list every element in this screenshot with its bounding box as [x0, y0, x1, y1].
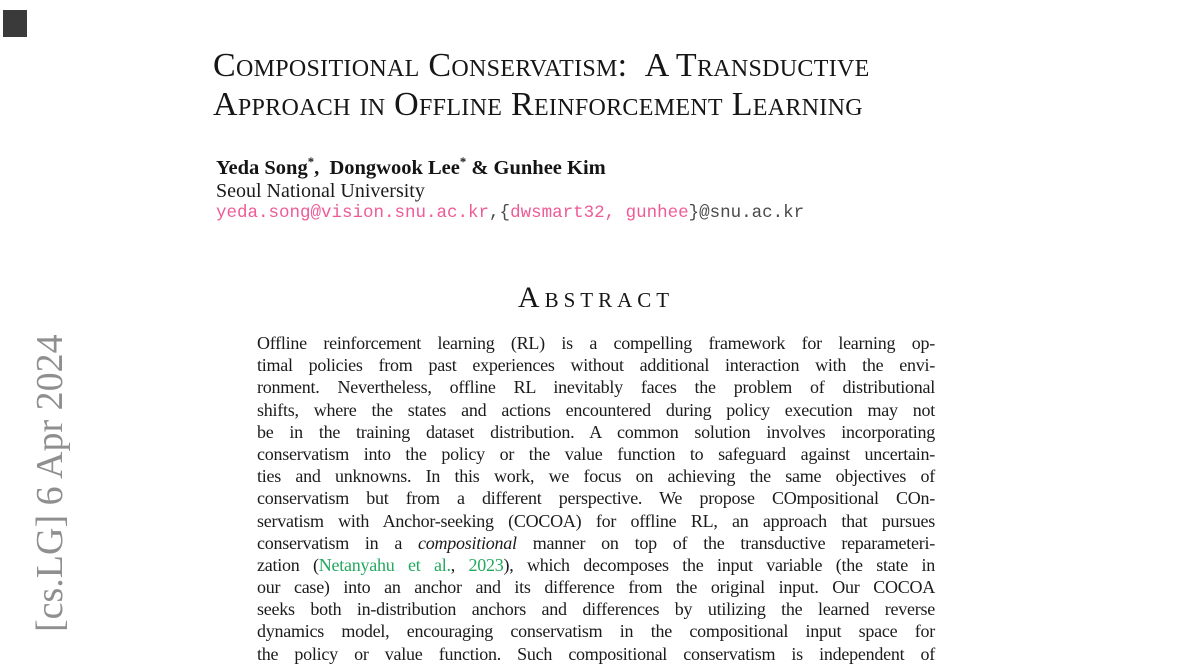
- abstract-line: [257, 421, 935, 443]
- email-link[interactable]: dwsmart32, gunhee: [510, 203, 689, 223]
- footnote-asterisk: *: [459, 155, 467, 170]
- arxiv-stamp: [cs.LG] 6 Apr 2024: [29, 334, 71, 632]
- text-segment: shifts, where the states and actions encountered during policy execution may not: [257, 399, 935, 420]
- paper-title-line1: Compositional Conservatism: A Transductive: [213, 47, 870, 84]
- footnote-asterisk: *: [307, 155, 315, 170]
- text-segment: zation (: [257, 554, 319, 575]
- abstract-line: [257, 554, 935, 576]
- text-segment: seeks both in-distribution anchors and differences by utilizing the learned reverse: [257, 599, 935, 620]
- text-segment: ), which decomposes the input variable (the state in: [503, 554, 936, 575]
- email-link[interactable]: yeda.song@vision.snu.ac.kr: [216, 203, 490, 223]
- citation-link[interactable]: Netanyahu et al.: [318, 554, 451, 575]
- text-segment: the policy or value function. Such compositional conservatism is independent of: [257, 643, 935, 664]
- text-segment: our case) into an anchor and its difference from the original input. Our COCOA: [257, 577, 935, 598]
- text-segment: ,: [450, 554, 469, 575]
- corner-mark: [3, 10, 27, 37]
- text-segment: Offline reinforcement learning (RL) is a compelling framework for learning op-: [257, 333, 935, 353]
- abstract-line: [257, 598, 935, 620]
- abstract-line: [257, 376, 935, 398]
- text-segment: ronment. Nevertheless, offline RL inevitably faces the problem of distributional: [257, 377, 935, 398]
- abstract-heading: Abstract: [517, 281, 675, 314]
- text-segment: ties and unknowns. In this work, we focus on achieving the same objectives of: [257, 466, 935, 487]
- text-segment: conservatism but from a different perspective. We propose COmpositional COn-: [257, 488, 935, 509]
- email-line[interactable]: [216, 203, 804, 223]
- abstract-line: [257, 532, 935, 554]
- abstract-line: [257, 576, 935, 598]
- text-segment: compositional: [418, 532, 517, 553]
- text-segment: manner on top of the transductive reparameteri-: [516, 532, 935, 553]
- text-segment: & Gunhee Kim: [466, 157, 606, 179]
- abstract-line: [257, 487, 935, 509]
- paper-title-line2: Approach in Offline Reinforcement Learning: [213, 85, 863, 123]
- abstract-line: [257, 643, 935, 665]
- text-segment: Yeda Song: [216, 157, 308, 179]
- abstract-line: [257, 354, 935, 376]
- text-segment: }@snu.ac.kr: [688, 203, 805, 223]
- affiliation: Seoul National University: [216, 180, 425, 202]
- abstract-line: [257, 620, 935, 642]
- text-segment: , Dongwook Lee: [314, 157, 460, 179]
- paper-title: [213, 47, 1053, 124]
- abstract-line: [257, 443, 935, 465]
- text-segment: conservatism in a: [257, 532, 419, 553]
- text-segment: dynamics model, encouraging conservatism in the compositional input space for: [257, 621, 935, 642]
- text-segment: timal policies from past experiences without additional interaction with the envi-: [257, 355, 935, 376]
- citation-link[interactable]: 2023: [468, 554, 504, 575]
- text-segment: conservatism into the policy or the value function to safeguard against uncertain-: [257, 443, 935, 464]
- text-segment: ,{: [489, 203, 511, 223]
- authors-line: [216, 157, 606, 180]
- abstract-line: [257, 332, 935, 354]
- text-segment: servatism with Anchor-seeking (COCOA) for offline RL, an approach that pursues: [257, 510, 935, 531]
- abstract-body: [257, 332, 935, 665]
- abstract-line: [257, 399, 935, 421]
- abstract-line: [257, 510, 935, 532]
- text-segment: be in the training dataset distribution. A common solution involves incorporating: [257, 421, 935, 442]
- abstract-line: [257, 465, 935, 487]
